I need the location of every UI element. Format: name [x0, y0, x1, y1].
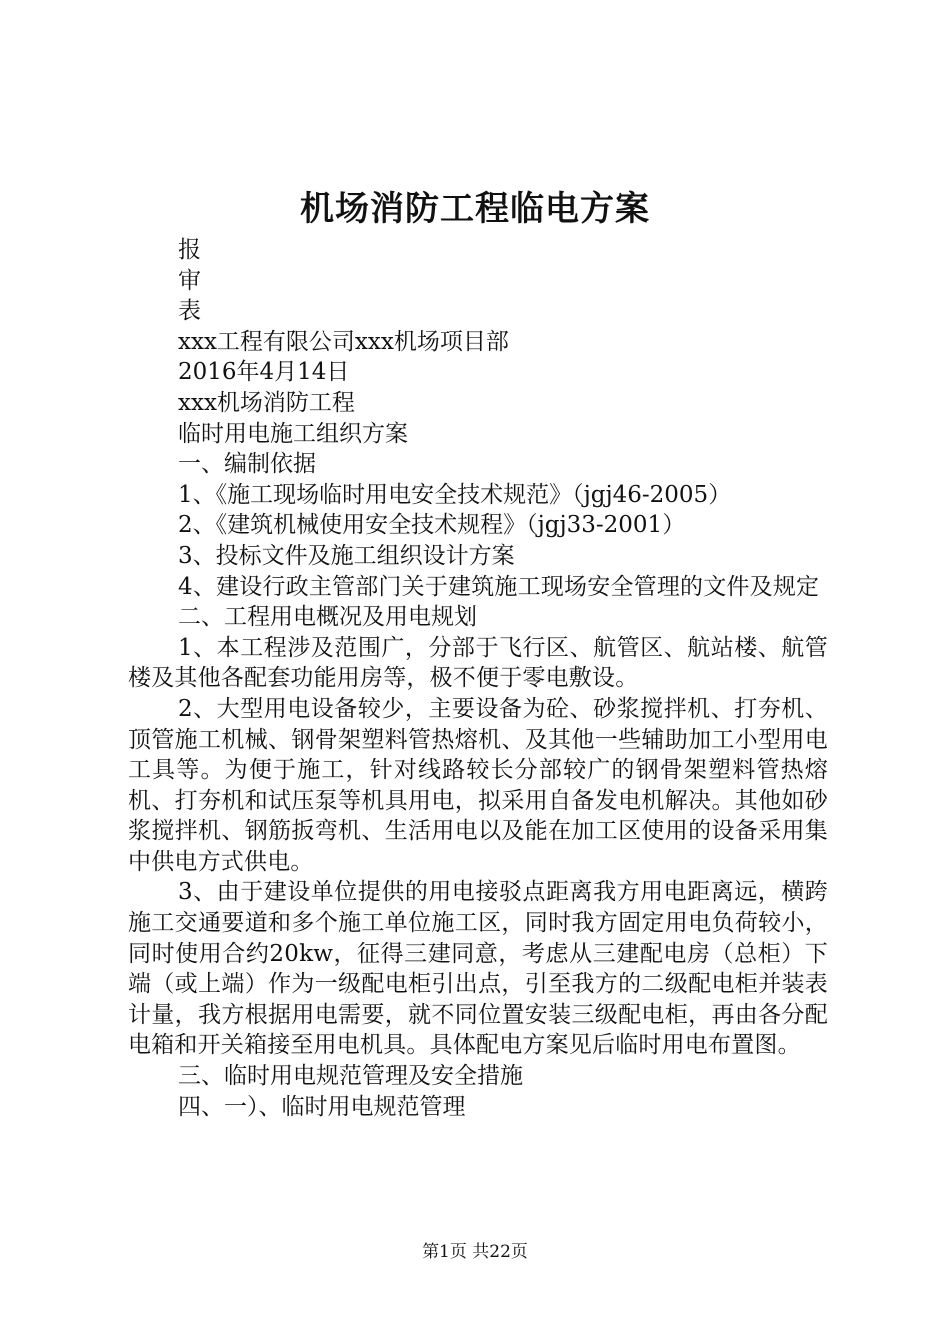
paragraph: 3、由于建设单位提供的用电接驳点距离我方用电距离远，横跨施工交通要道和多个施工单位施工区，同时我方固定用电负荷较小，同时使用合约20kw，征得三建同意，考虑从三建配电房（总柜）下端（或上端）作为一级配电柜引出点，引至我方的二级配电柜并装表计量，我方根据用电需要，就不同位置安装三级配电柜，再由各分配电箱和开关箱接至用电机具。具体配电方案见后临时用电布置图。	[128, 879, 828, 1059]
paragraph: 1、本工程涉及范围广，分部于飞行区、航管区、航站楼、航管楼及其他各配套功能用房等，极不便于零电敷设。	[128, 634, 828, 692]
form-label-char-2: 审	[178, 267, 201, 294]
document-title: 机场消防工程临电方案	[300, 189, 650, 229]
form-label-char-3: 表	[178, 298, 201, 325]
list-item: 4、建设行政主管部门关于建筑施工现场安全管理的文件及规定	[178, 573, 820, 600]
document-date: 2016年4月14日	[178, 359, 350, 386]
section-heading-2: 二、工程用电概况及用电规划	[178, 604, 477, 631]
list-item: 3、投标文件及施工组织设计方案	[178, 542, 515, 569]
plan-subtitle: 临时用电施工组织方案	[178, 420, 408, 447]
document-body	[128, 235, 828, 1122]
list-item: 1、《施工现场临时用电安全技术规范》（jgj46-2005）	[178, 481, 732, 508]
company-name: xxx工程有限公司xxx机场项目部	[178, 328, 509, 355]
section-heading-1: 一、编制依据	[178, 451, 316, 478]
section-heading-3: 三、临时用电规范管理及安全措施	[178, 1063, 523, 1090]
page-number-footer: 第1页 共22页	[422, 1242, 528, 1262]
paragraph: 2、大型用电设备较少，主要设备为砼、砂浆搅拌机、打夯机、顶管施工机械、钢骨架塑料管热熔机、及其他一些辅助加工小型用电工具等。为便于施工，针对线路较长分部较广的钢骨架塑料管热熔机、打夯机和试压泵等机具用电，拟采用自备发电机解决。其他如砂浆搅拌机、钢筋扳弯机、生活用电以及能在加工区使用的设备采用集中供电方式供电。	[128, 695, 828, 875]
form-label-char-1: 报	[178, 237, 201, 263]
project-name: xxx机场消防工程	[178, 389, 355, 416]
list-item: 2、《建筑机械使用安全技术规程》（jgj33-2001）	[178, 512, 686, 539]
section-heading-4: 四、一）、临时用电规范管理	[178, 1093, 466, 1120]
